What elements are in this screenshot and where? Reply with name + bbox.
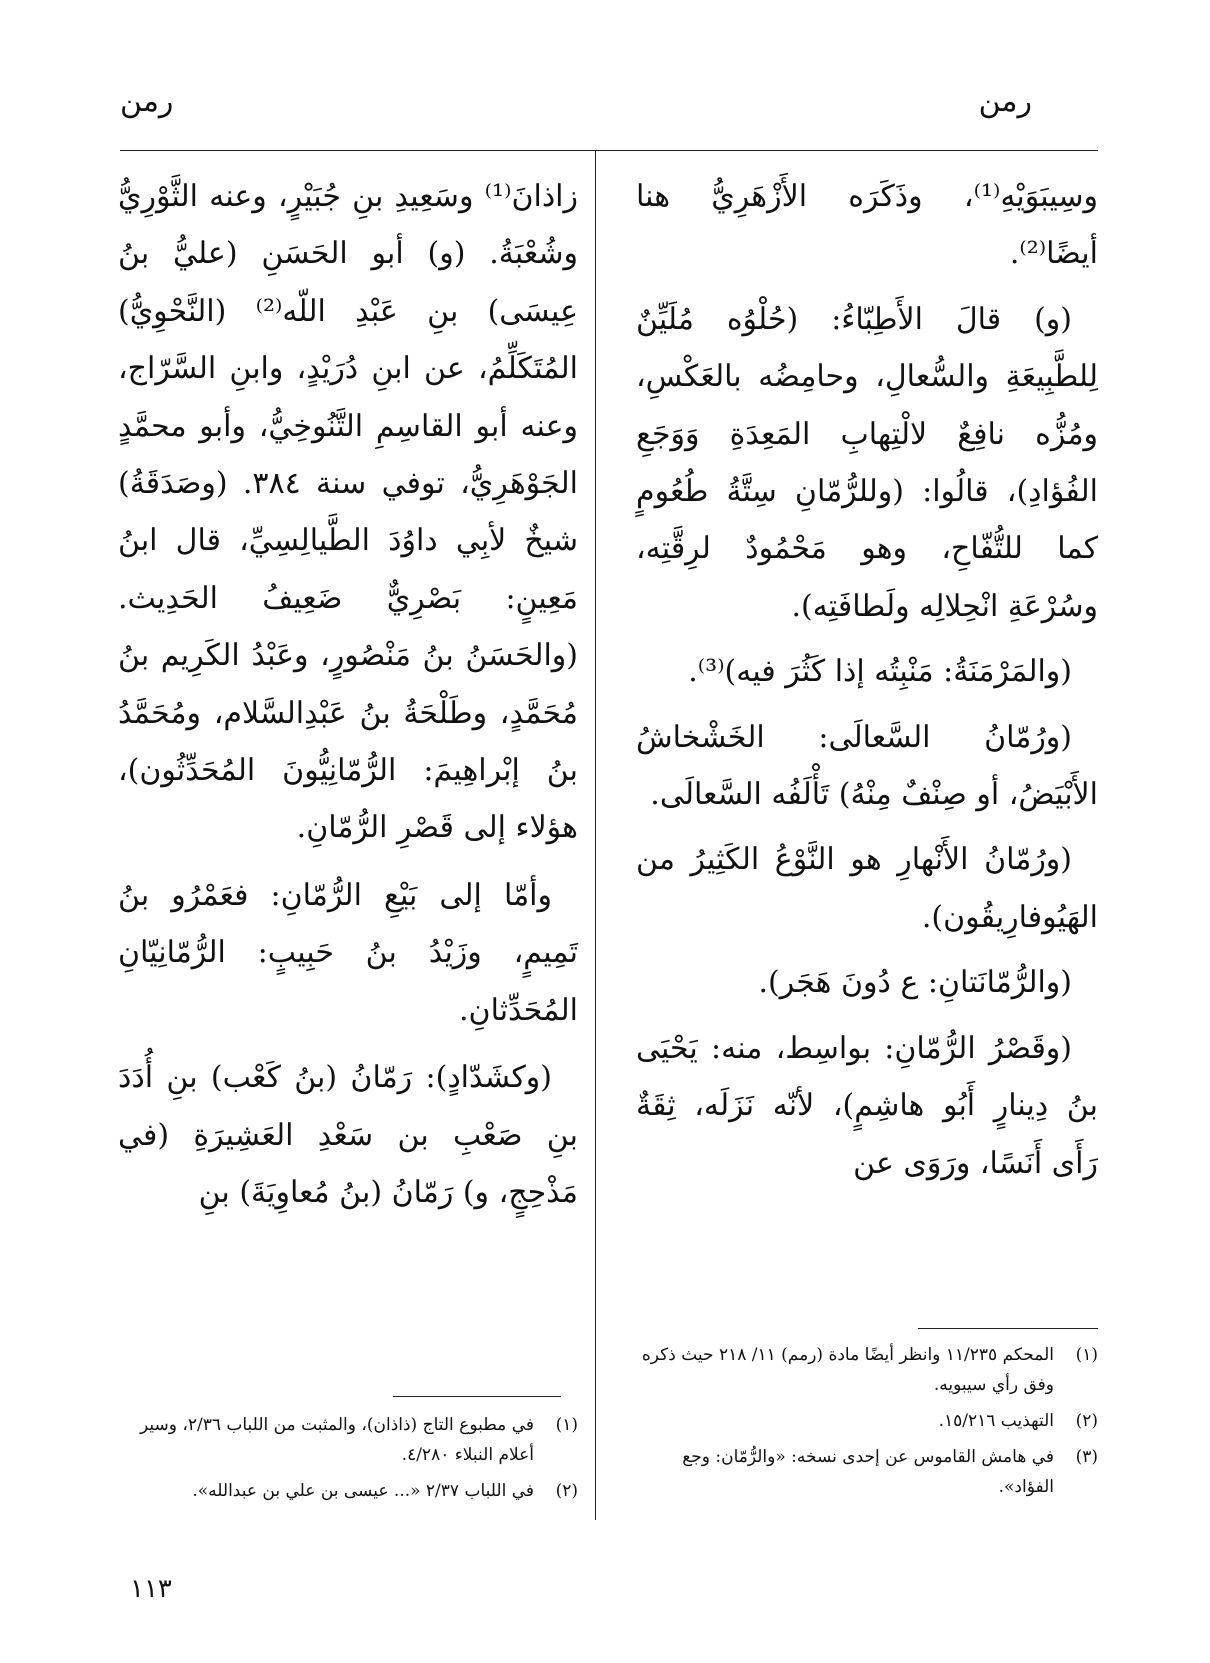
footnotes-right bbox=[636, 1340, 1098, 1508]
paragraph: (والمَرْمَنَةُ: مَنْبِتُه إذا كَثُرَ فيه)⁽³⁾. bbox=[688, 654, 1072, 690]
footnote-number: (٣) bbox=[1075, 1447, 1098, 1467]
footnote-rule-right bbox=[918, 1328, 1098, 1329]
header-rule bbox=[120, 150, 1098, 151]
footnote bbox=[636, 1406, 1098, 1436]
right-column bbox=[636, 168, 1098, 1200]
footnotes-left bbox=[118, 1410, 578, 1512]
footnote bbox=[636, 1442, 1098, 1502]
column-divider bbox=[595, 150, 596, 1520]
footnote-number: (١) bbox=[555, 1415, 578, 1435]
footnote-rule-left bbox=[393, 1396, 561, 1397]
footnote-text: المحكم ١١/٢٣٥ وانظر أيضًا مادة (رمم) ١١/ ٢١٨ حيث ذكره وفق رأي سيبويه. bbox=[641, 1345, 1054, 1395]
paragraph: وسِيبَوَيْهِ⁽¹⁾، وذَكَرَه الأَزْهَرِيُّ هنا أيضًا⁽²⁾. bbox=[636, 179, 1098, 272]
footnote-text: في مطبوع التاج (ذاذان)، والمثبت من اللباب ٢/٣٦، وسير أعلام النبلاء ٤/٢٨٠. bbox=[139, 1415, 534, 1465]
footnote-text: في اللباب ٢/٣٧ «... عيسى بن علي بن عبدالله». bbox=[192, 1481, 534, 1501]
running-head-left: رمن bbox=[120, 84, 174, 119]
paragraph: زاذانَ⁽¹⁾ وسَعِيدِ بنِ جُبَيْرٍ، وعنه الثَّوْرِيُّ وشُعْبَةُ. (و) أبو الحَسَنِ (عليُّ بنُ عِيسَى) بنِ عَبْدِ اللّه⁽²⁾ (النَّحْوِيُّ) المُتَكَلِّمُ، عن ابنِ دُرَيْدٍ، وابنِ السَّرّاج، وعنه أبو القاسِمِ التَّنُوخِيُّ، وأبو محمَّدٍ الجَوْهَرِيُّ، توفي سنة ٣٨٤. (وصَدَقَةُ) شيخٌ لأبِي داوُدَ الطَّيالِسِيِّ، قال ابنُ مَعِينٍ: بَصْرِيٌّ ضَعِيفُ الحَدِيث. (والحَسَنُ بنُ مَنْصُورٍ، وعَبْدُ الكَرِيم بنُ مُحَمَّدٍ، وطَلْحَةُ بنُ عَبْدِالسَّلام، ومُحَمَّدُ بنُ إبْراهِيمَ: الرُّمّانِيُّونَ المُحَدِّثُون)، هؤلاء إلى قَصْرِ الرُّمّانِ. bbox=[118, 179, 578, 846]
footnote bbox=[636, 1340, 1098, 1400]
page-number: ١١٣ bbox=[130, 1574, 172, 1604]
footnote-number: (٢) bbox=[1075, 1411, 1098, 1431]
paragraph: (والرُّمّانَتانِ: ع دُونَ هَجَر). bbox=[758, 965, 1072, 1001]
paragraph: (و) قالَ الأَطِبّاءُ: (حُلْوُه مُلَيِّنٌ لِلطَّبِيعَةِ والسُّعالِ، وحامِضُه بالعَكْسِ، ومُزُّه نافِعٌ لالْتِهابِ المَعِدَةِ وَوَجَعِ الفُؤادِ)، قالُوا: (وللرُّمّانِ سِتَّةُ طُعُومٍ كما للتُّفّاحِ، وهو مَحْمُودٌ لرِقَّتِه، وسُرْعَةِ انْحِلالِه ولَطافَتِه). bbox=[636, 301, 1098, 624]
footnote-text: التهذيب ١٥/٢١٦. bbox=[938, 1411, 1054, 1431]
paragraph: وأمّا إلى بَيْعِ الرُّمّانِ: فعَمْرُو بنُ تَمِيمٍ، وزَيْدُ بنُ حَبِيبٍ: الرُّمّانِيّانِ المُحَدِّثانِ. bbox=[118, 877, 578, 1028]
footnote-text: في هامش القاموس عن إحدى نسخه: «والرُّمّان: وجع الفؤاد». bbox=[682, 1447, 1054, 1497]
paragraph: (وكشَدّادٍ): رَمّانُ (بنُ كَعْب) بنِ أُدَدَ بنِ صَعْبِ بن سَعْدِ العَشِيرَةِ (في مَذْحِجٍ، و) رَمّانُ (بنُ مُعاوِيَةَ) بنِ bbox=[118, 1060, 578, 1210]
left-column bbox=[118, 168, 578, 1229]
footnote-number: (٢) bbox=[555, 1481, 578, 1501]
footnote-number: (١) bbox=[1075, 1345, 1098, 1365]
footnote bbox=[118, 1410, 578, 1470]
running-head-right: رمن bbox=[978, 84, 1032, 119]
footnote bbox=[118, 1476, 578, 1506]
paragraph: (وقَصْرُ الرُّمّانِ: بواسِط، منه: يَحْيَى بنُ دِينارٍ أَبُو هاشِمٍ)، لأنّه نَزَلَه، ثِقَةٌ رَأَى أَنَسًا، ورَوَى عن bbox=[636, 1030, 1098, 1181]
paragraph: (ورُمّانُ الأَنْهارِ هو النَّوْعُ الكَثِيرُ من الهَيُوفارِيقُون). bbox=[636, 842, 1098, 935]
paragraph: (ورُمّانُ السَّعالَى: الخَشْخاشُ الأَبْيَضُ، أو صِنْفٌ مِنْهُ) تَأْلَفُه السَّعالَى. bbox=[636, 719, 1098, 813]
